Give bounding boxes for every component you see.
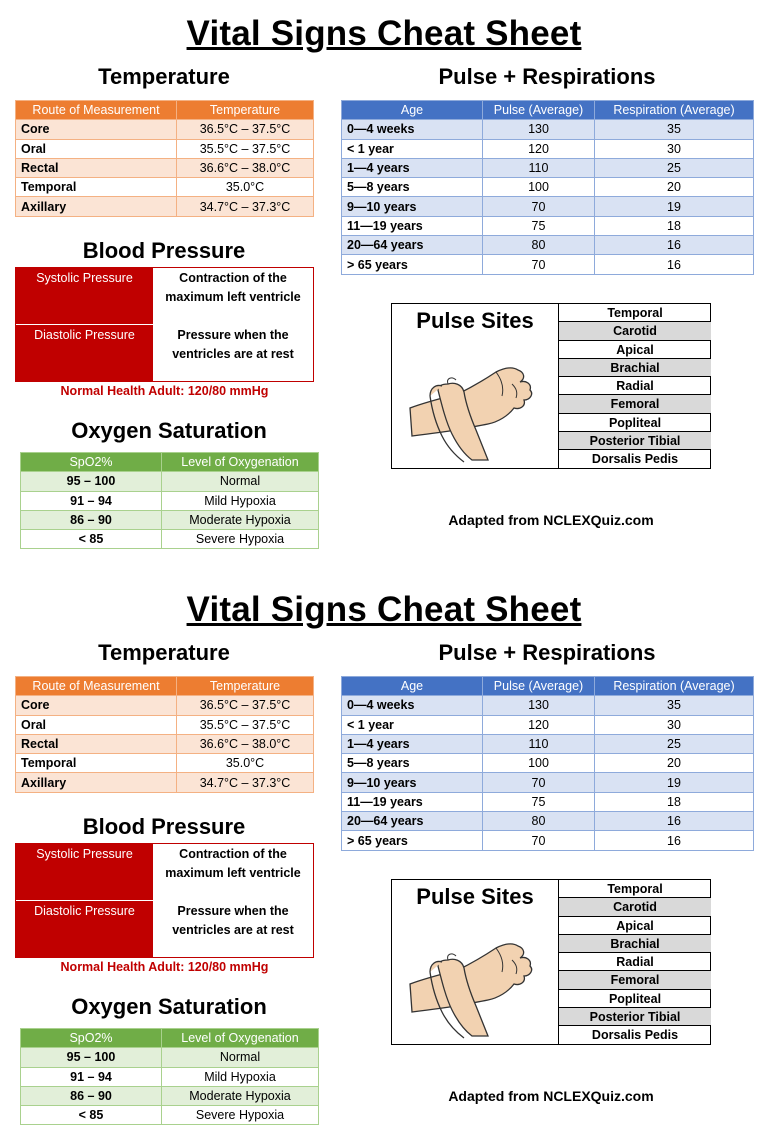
table-header: Respiration (Average) xyxy=(595,677,754,696)
table-cell: 91 – 94 xyxy=(21,491,162,510)
table-cell: 0—4 weeks xyxy=(342,696,483,715)
table-cell: 35 xyxy=(595,120,754,139)
description-line: maximum left ventricle xyxy=(165,290,301,304)
table-row xyxy=(342,216,754,235)
table-cell: 18 xyxy=(595,792,754,811)
table-row xyxy=(342,734,754,753)
table-cell: 16 xyxy=(595,831,754,850)
table-row xyxy=(342,158,754,177)
oxygen-saturation-table xyxy=(20,452,319,549)
table-cell: 110 xyxy=(483,734,595,753)
table-cell: 35.5°C – 37.5°C xyxy=(177,139,314,158)
pulse-site-item: Radial xyxy=(559,953,711,971)
table-row xyxy=(16,197,314,216)
table-row xyxy=(21,1086,319,1105)
pulse-sites-list xyxy=(558,304,711,469)
table-cell: 9—10 years xyxy=(342,197,483,216)
table-cell: Mild Hypoxia xyxy=(162,491,319,510)
table-cell: 36.5°C – 37.5°C xyxy=(177,696,314,715)
table-cell: Moderate Hypoxia xyxy=(162,1086,319,1105)
table-cell: Temporal xyxy=(16,178,177,197)
table-cell: Temporal xyxy=(16,754,177,773)
hand-pulse-check-icon xyxy=(408,926,538,1038)
table-cell: 130 xyxy=(483,120,595,139)
pulse-site-item: Popliteal xyxy=(559,990,711,1008)
table-row xyxy=(16,773,314,792)
table-cell: Moderate Hypoxia xyxy=(162,510,319,529)
table-cell: 18 xyxy=(595,216,754,235)
pulse-site-item: Brachial xyxy=(559,935,711,953)
table-row xyxy=(16,696,314,715)
description-line: maximum left ventricle xyxy=(165,866,301,880)
page-title: Vital Signs Cheat Sheet xyxy=(186,14,582,53)
table-row xyxy=(16,120,314,139)
table-row xyxy=(342,831,754,850)
systolic-row xyxy=(16,844,313,901)
table-cell: 5—8 years xyxy=(342,178,483,197)
table-cell: 30 xyxy=(595,715,754,734)
table-row xyxy=(342,715,754,734)
pulse-site-item: Brachial xyxy=(559,359,711,377)
table-row xyxy=(21,530,319,549)
table-row xyxy=(21,1106,319,1125)
table-row xyxy=(342,236,754,255)
table-cell: 20—64 years xyxy=(342,812,483,831)
description-line: Pressure when the xyxy=(177,904,289,918)
oxygen-heading: Oxygen Saturation xyxy=(71,418,267,443)
table-row xyxy=(342,773,754,792)
pulse-sites-box xyxy=(391,303,711,469)
table-cell: 86 – 90 xyxy=(21,510,162,529)
table-cell: < 1 year xyxy=(342,139,483,158)
pulse-site-item: Dorsalis Pedis xyxy=(591,1028,679,1043)
table-cell: 5—8 years xyxy=(342,754,483,773)
table-row xyxy=(16,178,314,197)
table-cell: 9—10 years xyxy=(342,773,483,792)
table-header: Pulse (Average) xyxy=(483,677,595,696)
table-cell: 110 xyxy=(483,158,595,177)
description-line: Contraction of the xyxy=(179,271,287,285)
pulse-sites-heading: Pulse Sites xyxy=(416,308,534,333)
table-cell: 35 xyxy=(595,696,754,715)
table-cell: 11—19 years xyxy=(342,216,483,235)
table-cell: > 65 years xyxy=(342,255,483,274)
table-cell: Oral xyxy=(16,139,177,158)
table-cell: Axillary xyxy=(16,773,177,792)
table-cell: 25 xyxy=(595,158,754,177)
table-header: Temperature xyxy=(177,101,314,120)
table-header: Age xyxy=(342,677,483,696)
pulse-site-item: Carotid xyxy=(559,322,711,340)
oxygen-saturation-table xyxy=(20,1028,319,1125)
table-row xyxy=(342,754,754,773)
table-cell: 91 – 94 xyxy=(21,1067,162,1086)
diastolic-label: Diastolic Pressure xyxy=(16,325,153,381)
systolic-label: Systolic Pressure xyxy=(16,844,153,901)
table-cell: Core xyxy=(16,696,177,715)
table-cell: 36.6°C – 38.0°C xyxy=(177,158,314,177)
pulse-heading: Pulse + Respirations xyxy=(438,640,656,665)
oxygen-heading: Oxygen Saturation xyxy=(71,994,267,1019)
table-cell: 20—64 years xyxy=(342,236,483,255)
table-row xyxy=(16,754,314,773)
table-cell: 100 xyxy=(483,754,595,773)
normal-bp-note: Normal Health Adult: 120/80 mmHg xyxy=(60,960,269,974)
pulse-site-item: Carotid xyxy=(559,898,711,916)
table-row xyxy=(21,510,319,529)
pulse-site-item: Popliteal xyxy=(559,414,711,432)
table-row xyxy=(21,472,319,491)
pulse-site-item: Temporal xyxy=(559,880,711,898)
table-cell: 30 xyxy=(595,139,754,158)
table-cell: 130 xyxy=(483,696,595,715)
table-cell: Oral xyxy=(16,715,177,734)
systolic-label: Systolic Pressure xyxy=(16,268,153,325)
blood-pressure-table xyxy=(15,267,314,382)
table-cell: 11—19 years xyxy=(342,792,483,811)
table-header: Route of Measurement xyxy=(16,101,177,120)
table-cell: 20 xyxy=(595,178,754,197)
pulse-site-item: Posterior Tibial xyxy=(559,432,711,450)
table-header: Temperature xyxy=(177,677,314,696)
table-cell: 80 xyxy=(483,236,595,255)
pulse-site-item: Apical xyxy=(559,917,711,935)
table-cell: 20 xyxy=(595,754,754,773)
pulse-site-item: Radial xyxy=(559,377,711,395)
table-cell: 1—4 years xyxy=(342,158,483,177)
table-header: Level of Oxygenation xyxy=(162,453,319,472)
table-header: Level of Oxygenation xyxy=(162,1029,319,1048)
credit-note: Adapted from NCLEXQuiz.com xyxy=(448,1088,654,1104)
table-cell: 75 xyxy=(483,792,595,811)
temperature-heading: Temperature xyxy=(98,64,230,89)
table-cell: 35.5°C – 37.5°C xyxy=(177,715,314,734)
table-cell: Axillary xyxy=(16,197,177,216)
table-row xyxy=(342,197,754,216)
blood-pressure-heading: Blood Pressure xyxy=(82,238,246,263)
table-cell: 120 xyxy=(483,139,595,158)
table-cell: Rectal xyxy=(16,158,177,177)
table-cell: 34.7°C – 37.3°C xyxy=(177,773,314,792)
table-row xyxy=(16,715,314,734)
description-line: ventricles are at rest xyxy=(172,923,294,937)
table-header: SpO2% xyxy=(21,1029,162,1048)
table-row xyxy=(342,178,754,197)
table-cell: 1—4 years xyxy=(342,734,483,753)
table-row xyxy=(342,120,754,139)
table-header: Respiration (Average) xyxy=(595,101,754,120)
table-cell: 70 xyxy=(483,773,595,792)
table-cell: 35.0°C xyxy=(177,754,314,773)
table-row xyxy=(21,1067,319,1086)
table-cell: Mild Hypoxia xyxy=(162,1067,319,1086)
table-row xyxy=(21,491,319,510)
pulse-sites-heading: Pulse Sites xyxy=(416,884,534,909)
pulse-respiration-table xyxy=(341,100,754,275)
cheat-sheet-page-2 xyxy=(0,576,768,1123)
table-cell: 25 xyxy=(595,734,754,753)
description-line: Pressure when the xyxy=(177,328,289,342)
table-cell: 36.6°C – 38.0°C xyxy=(177,734,314,753)
temperature-heading: Temperature xyxy=(98,640,230,665)
diastolic-description xyxy=(153,901,313,957)
temperature-table xyxy=(15,100,314,217)
table-row xyxy=(21,1048,319,1067)
table-cell: 16 xyxy=(595,236,754,255)
table-cell: 70 xyxy=(483,255,595,274)
table-cell: < 85 xyxy=(21,530,162,549)
table-header: Age xyxy=(342,101,483,120)
pulse-site-item: Temporal xyxy=(559,304,711,322)
table-cell: 16 xyxy=(595,812,754,831)
table-cell: 80 xyxy=(483,812,595,831)
blood-pressure-table xyxy=(15,843,314,958)
table-cell: Severe Hypoxia xyxy=(162,1106,319,1125)
table-cell: 120 xyxy=(483,715,595,734)
normal-bp-note: Normal Health Adult: 120/80 mmHg xyxy=(60,384,269,398)
systolic-row xyxy=(16,268,313,325)
page-title: Vital Signs Cheat Sheet xyxy=(186,590,582,629)
blood-pressure-heading: Blood Pressure xyxy=(82,814,246,839)
table-cell: 75 xyxy=(483,216,595,235)
hand-pulse-check-icon xyxy=(408,350,538,462)
diastolic-description xyxy=(153,325,313,381)
table-row xyxy=(342,696,754,715)
table-header: SpO2% xyxy=(21,453,162,472)
pulse-site-item: Femoral xyxy=(559,395,711,413)
diastolic-row xyxy=(16,901,313,957)
pulse-site-item: Apical xyxy=(559,341,711,359)
table-cell: 95 – 100 xyxy=(21,472,162,491)
table-cell: 19 xyxy=(595,197,754,216)
table-cell: 70 xyxy=(483,197,595,216)
pulse-sites-box xyxy=(391,879,711,1045)
table-row xyxy=(342,812,754,831)
table-cell: > 65 years xyxy=(342,831,483,850)
table-cell: Severe Hypoxia xyxy=(162,530,319,549)
credit-note: Adapted from NCLEXQuiz.com xyxy=(448,512,654,528)
table-cell: 70 xyxy=(483,831,595,850)
systolic-description xyxy=(153,268,313,325)
diastolic-label: Diastolic Pressure xyxy=(16,901,153,957)
table-header: Pulse (Average) xyxy=(483,101,595,120)
table-cell: < 85 xyxy=(21,1106,162,1125)
table-cell: 36.5°C – 37.5°C xyxy=(177,120,314,139)
table-cell: 100 xyxy=(483,178,595,197)
temperature-table xyxy=(15,676,314,793)
table-cell: 86 – 90 xyxy=(21,1086,162,1105)
description-line: ventricles are at rest xyxy=(172,347,294,361)
pulse-site-item: Femoral xyxy=(559,971,711,989)
table-row xyxy=(342,792,754,811)
systolic-description xyxy=(153,844,313,901)
pulse-respiration-table xyxy=(341,676,754,851)
table-cell: 19 xyxy=(595,773,754,792)
table-cell: < 1 year xyxy=(342,715,483,734)
table-cell: 0—4 weeks xyxy=(342,120,483,139)
diastolic-row xyxy=(16,325,313,381)
table-cell: Rectal xyxy=(16,734,177,753)
table-row xyxy=(16,734,314,753)
pulse-site-item: Dorsalis Pedis xyxy=(591,452,679,467)
table-cell: 34.7°C – 37.3°C xyxy=(177,197,314,216)
pulse-heading: Pulse + Respirations xyxy=(438,64,656,89)
table-header: Route of Measurement xyxy=(16,677,177,696)
table-row xyxy=(16,158,314,177)
table-cell: Normal xyxy=(162,472,319,491)
table-cell: Core xyxy=(16,120,177,139)
pulse-sites-list xyxy=(558,880,711,1045)
table-row xyxy=(16,139,314,158)
table-cell: 35.0°C xyxy=(177,178,314,197)
table-cell: 16 xyxy=(595,255,754,274)
description-line: Contraction of the xyxy=(179,847,287,861)
table-cell: 95 – 100 xyxy=(21,1048,162,1067)
table-row xyxy=(342,255,754,274)
table-row xyxy=(342,139,754,158)
pulse-site-item: Posterior Tibial xyxy=(559,1008,711,1026)
table-cell: Normal xyxy=(162,1048,319,1067)
